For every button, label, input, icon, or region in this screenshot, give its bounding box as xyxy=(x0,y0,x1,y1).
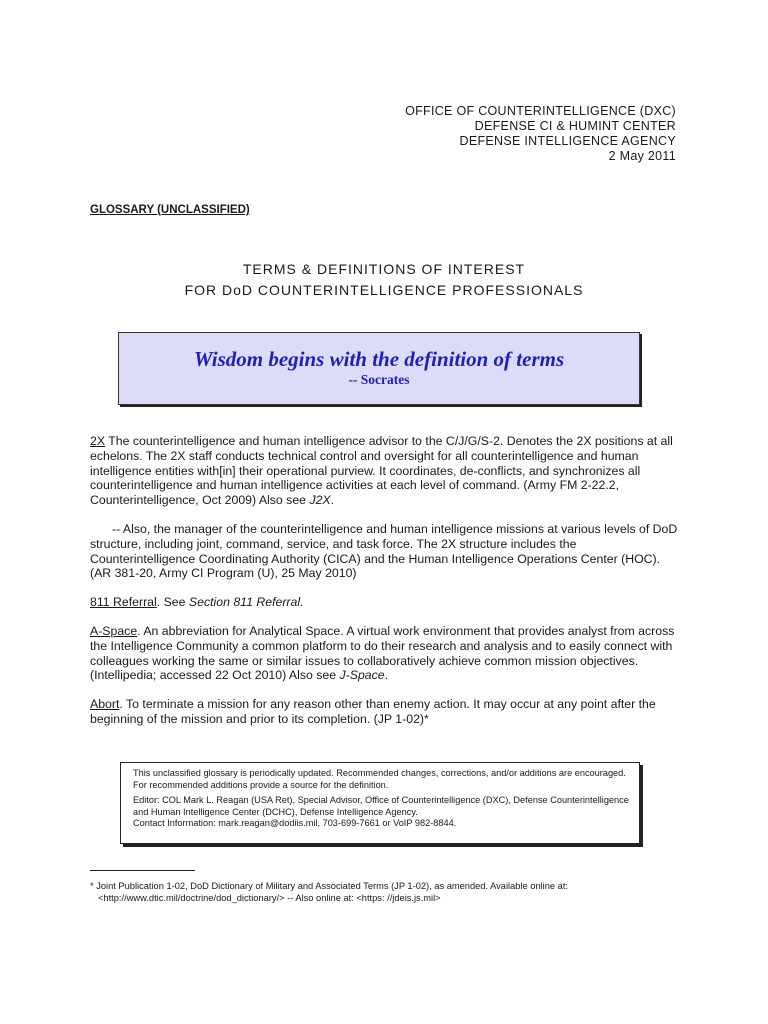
definition-a-space-end: . xyxy=(384,668,389,683)
term-811-referral: 811 Referral xyxy=(90,595,157,610)
glossary-title: GLOSSARY (UNCLASSIFIED) xyxy=(90,204,250,216)
entry-2x-also: -- Also, the manager of the counterintelligence and human intelligence missions at various levels of DoD structure, including joint, command, service, and task force. The 2X structure includes the Counterintelligence Coordinating Authority (CICA) and the Human Intelligence Operations Center (HOC). (AR 381-20, Army CI Program (U), 25 May 2010) xyxy=(90,521,678,581)
definition-a-space: . An abbreviation for Analytical Space. A virtual work environment that provides analyst from across the Intelligence Community a common platform to do their research and analysis and to easily connect with colleagues working the same or similar issues to collaboratively achieve common mission objectives. (Intellipedia; accessed 22 Oct 2010) Also see xyxy=(90,623,675,683)
entry-811-referral xyxy=(90,595,680,610)
term-abort: Abort xyxy=(90,697,120,712)
header-agency: DEFENSE INTELLIGENCE AGENCY xyxy=(459,134,676,148)
footnote-line1: * Joint Publication 1-02, DoD Dictionary of Military and Associated Terms (JP 1-02), as amended. Available online at: xyxy=(90,881,569,891)
note-contact: Contact Information: mark.reagan@dodiis.mil, 703-699-7661 or VoIP 982-8844. xyxy=(133,818,457,828)
document-title-line2: FOR DoD COUNTERINTELLIGENCE PROFESSIONALS xyxy=(184,282,584,298)
header-date: 2 May 2011 xyxy=(608,149,676,163)
footnote xyxy=(90,880,690,904)
document-title-line1: TERMS & DEFINITIONS OF INTEREST xyxy=(242,261,526,277)
see-section-811-referral: Section 811 Referral. xyxy=(188,595,304,610)
see-also-j-space: J-Space xyxy=(339,668,385,683)
definition-abort: . To terminate a mission for any reason other than enemy action. It may occur at any point after the beginning of the mission and prior to its completion. (JP 1-02)* xyxy=(90,697,656,726)
entry-abort xyxy=(90,697,680,727)
quote-text: Wisdom begins with the definition of terms xyxy=(193,347,565,371)
entry-2x xyxy=(90,434,680,508)
definition-2x-end: . xyxy=(330,493,335,508)
quote-attribution: -- Socrates xyxy=(348,372,410,387)
term-a-space: A-Space xyxy=(90,623,138,638)
update-note-box xyxy=(120,762,640,844)
definition-2x: The counterintelligence and human intelligence advisor to the C/J/G/S-2. Denotes the 2X positions at all echelons. The 2X staff conducts technical control and oversight for all counterintelligence and human intelligence entities with[in] their operational purview. It coordinates, de-conflicts, and synchronizes all counterintelligence and human intelligence activities at each level of command. (Army FM 2-22.2, Counterintelligence, Oct 2009) Also see xyxy=(90,434,673,508)
office-header xyxy=(405,104,676,164)
note-editor: Editor: COL Mark L. Reagan (USA Ret), Special Advisor, Office of Counterintelligence (DXC), Defense Counterintelligence and Human Intelligence Center (DCHC), Defense Intelligence Agency. xyxy=(133,795,629,817)
see-also-j2x: J2X xyxy=(309,493,331,508)
header-office: OFFICE OF COUNTERINTELLIGENCE (DXC) xyxy=(405,104,676,118)
footnote-divider xyxy=(90,870,195,871)
document-title xyxy=(0,259,768,301)
footnote-line2: <http://www.dtic.mil/doctrine/dod_dictionary/> -- Also online at: <https: //jdeis.js.mil> xyxy=(98,893,441,903)
entry-a-space xyxy=(90,624,680,683)
header-center: DEFENSE CI & HUMINT CENTER xyxy=(474,119,676,133)
note-update-policy: This unclassified glossary is periodically updated. Recommended changes, corrections, and/or additions are encouraged. For recommended additions provide a source for the definition. xyxy=(133,768,626,790)
quote-box xyxy=(118,332,640,405)
term-2x: 2X xyxy=(90,434,106,448)
definition-811-referral: . See xyxy=(156,595,189,610)
glossary-entries xyxy=(90,434,680,741)
